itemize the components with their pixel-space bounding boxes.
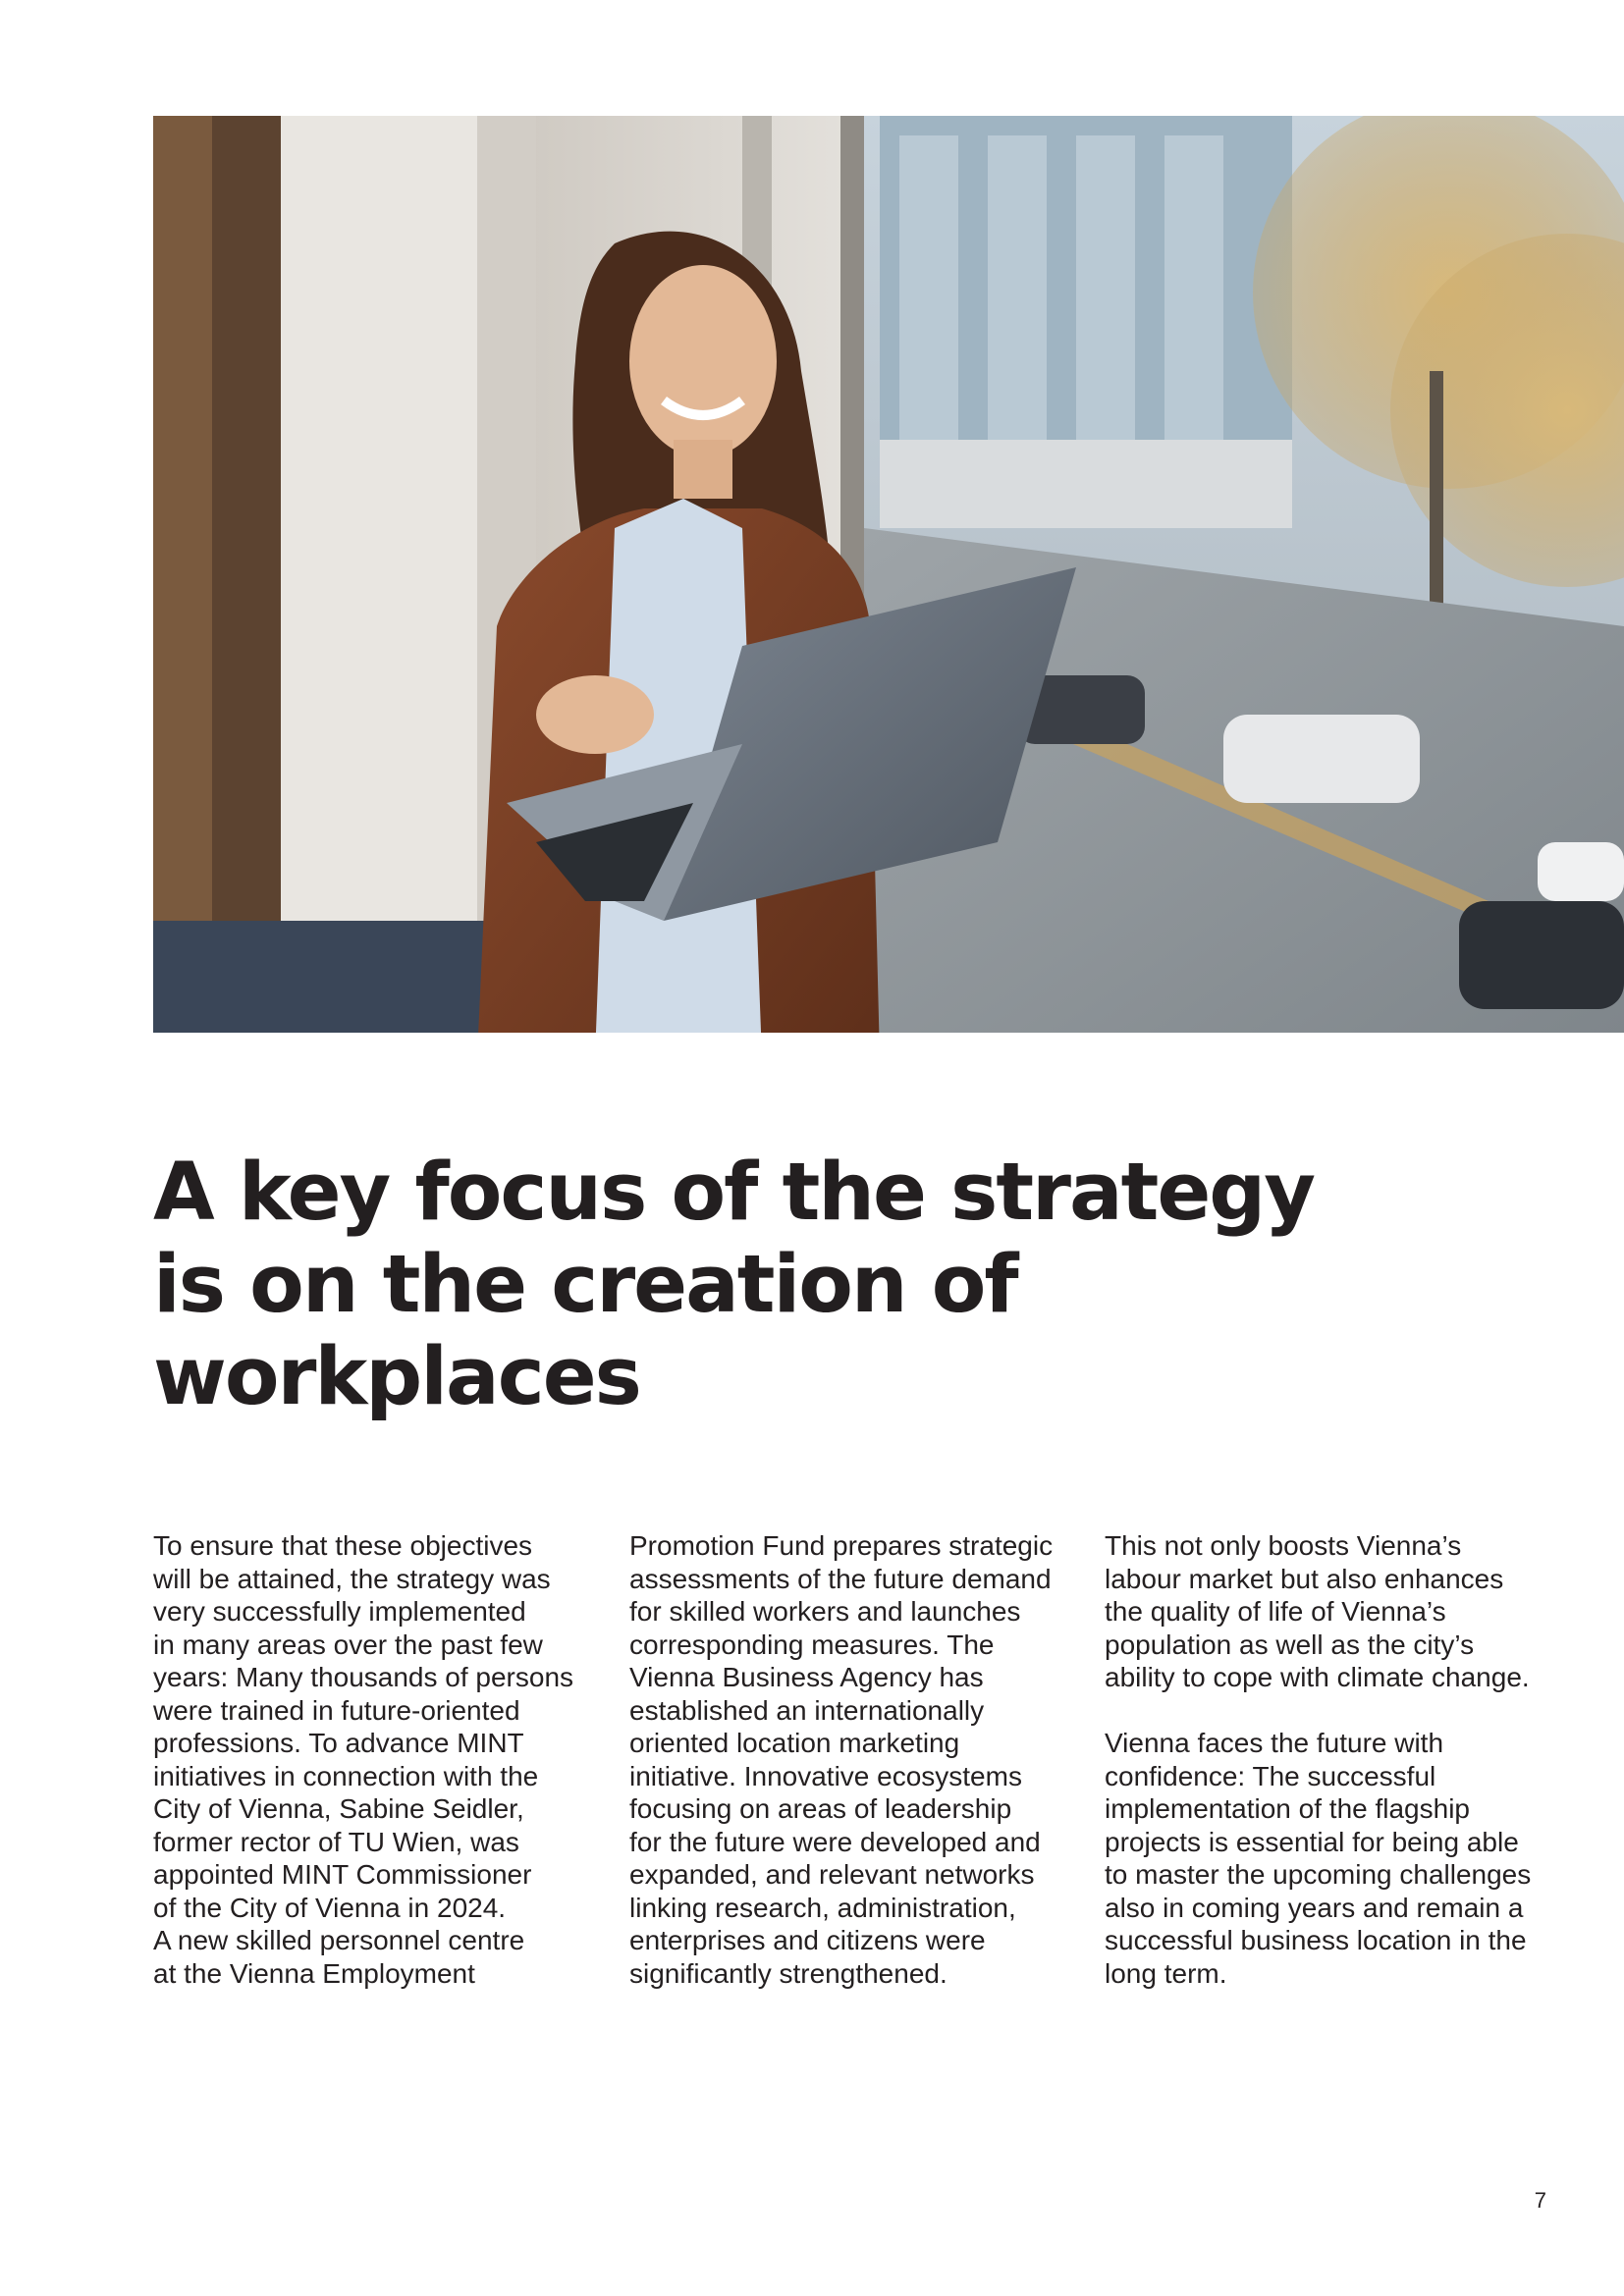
text-line: will be attained, the strategy was (153, 1563, 551, 1594)
page-title-line: A key focus of the strategy (153, 1147, 1315, 1239)
text-line: in many areas over the past few (153, 1629, 543, 1660)
page-number: 7 (1534, 2188, 1546, 2213)
page-title-line: is on the creation of (153, 1239, 1017, 1331)
text-line: oriented location marketing (629, 1728, 960, 1758)
text-line: for the future were developed and (629, 1826, 1041, 1857)
text-line: professions. To advance MINT (153, 1728, 524, 1758)
hero-photo (153, 116, 1624, 1033)
text-line: long term. (1105, 1957, 1227, 1989)
text-line: former rector of TU Wien, was (153, 1826, 519, 1857)
text-line: focusing on areas of leadership (629, 1793, 1012, 1824)
text-line: years: Many thousands of persons (153, 1662, 574, 1692)
text-line: population as well as the city’s (1105, 1629, 1475, 1660)
text-line: initiative. Innovative ecosystems (629, 1760, 1022, 1791)
text-line: Vienna faces the future with (1105, 1728, 1444, 1758)
text-line: City of Vienna, Sabine Seidler, (153, 1793, 524, 1824)
body-column-2 (629, 1529, 1081, 1990)
text-line: established an internationally (629, 1694, 985, 1726)
text-line: This not only boosts Vienna’s (1105, 1530, 1462, 1561)
body-column-3 (1105, 1529, 1556, 1990)
page-title (153, 1147, 1315, 1423)
text-line: enterprises and citizens were (629, 1925, 986, 1955)
text-line: at the Vienna Employment (153, 1957, 475, 1989)
text-line: confidence: The successful (1105, 1760, 1436, 1791)
text-line: ability to cope with climate change. (1105, 1662, 1530, 1692)
text-line: significantly strengthened. (629, 1957, 947, 1989)
text-line: initiatives in connection with the (153, 1760, 539, 1791)
paragraph-spacer (1105, 1694, 1556, 1728)
text-line: A new skilled personnel centre (153, 1925, 525, 1955)
text-line: linking research, administration, (629, 1892, 1016, 1923)
text-line: also in coming years and remain a (1105, 1892, 1524, 1923)
text-line: labour market but also enhances (1105, 1563, 1504, 1594)
text-line: To ensure that these objectives (153, 1530, 533, 1561)
text-line: were trained in future-oriented (153, 1694, 520, 1726)
body-column-1 (153, 1529, 605, 1990)
text-line: implementation of the flagship (1105, 1793, 1470, 1824)
text-line: of the City of Vienna in 2024. (153, 1892, 507, 1923)
text-line: assessments of the future demand (629, 1563, 1052, 1594)
text-line: the quality of life of Vienna’s (1105, 1596, 1446, 1627)
text-line: for skilled workers and launches (629, 1596, 1021, 1627)
text-line: corresponding measures. The (629, 1629, 995, 1660)
text-line: Vienna Business Agency has (629, 1662, 984, 1692)
page-title-line: workplaces (153, 1331, 640, 1423)
text-line: to master the upcoming challenges (1105, 1859, 1532, 1890)
text-line: appointed MINT Commissioner (153, 1859, 532, 1890)
text-line: very successfully implemented (153, 1596, 526, 1627)
text-line: Promotion Fund prepares strategic (629, 1530, 1054, 1561)
text-line: expanded, and relevant networks (629, 1859, 1035, 1890)
text-line: projects is essential for being able (1105, 1826, 1519, 1857)
text-line: successful business location in the (1105, 1925, 1527, 1955)
